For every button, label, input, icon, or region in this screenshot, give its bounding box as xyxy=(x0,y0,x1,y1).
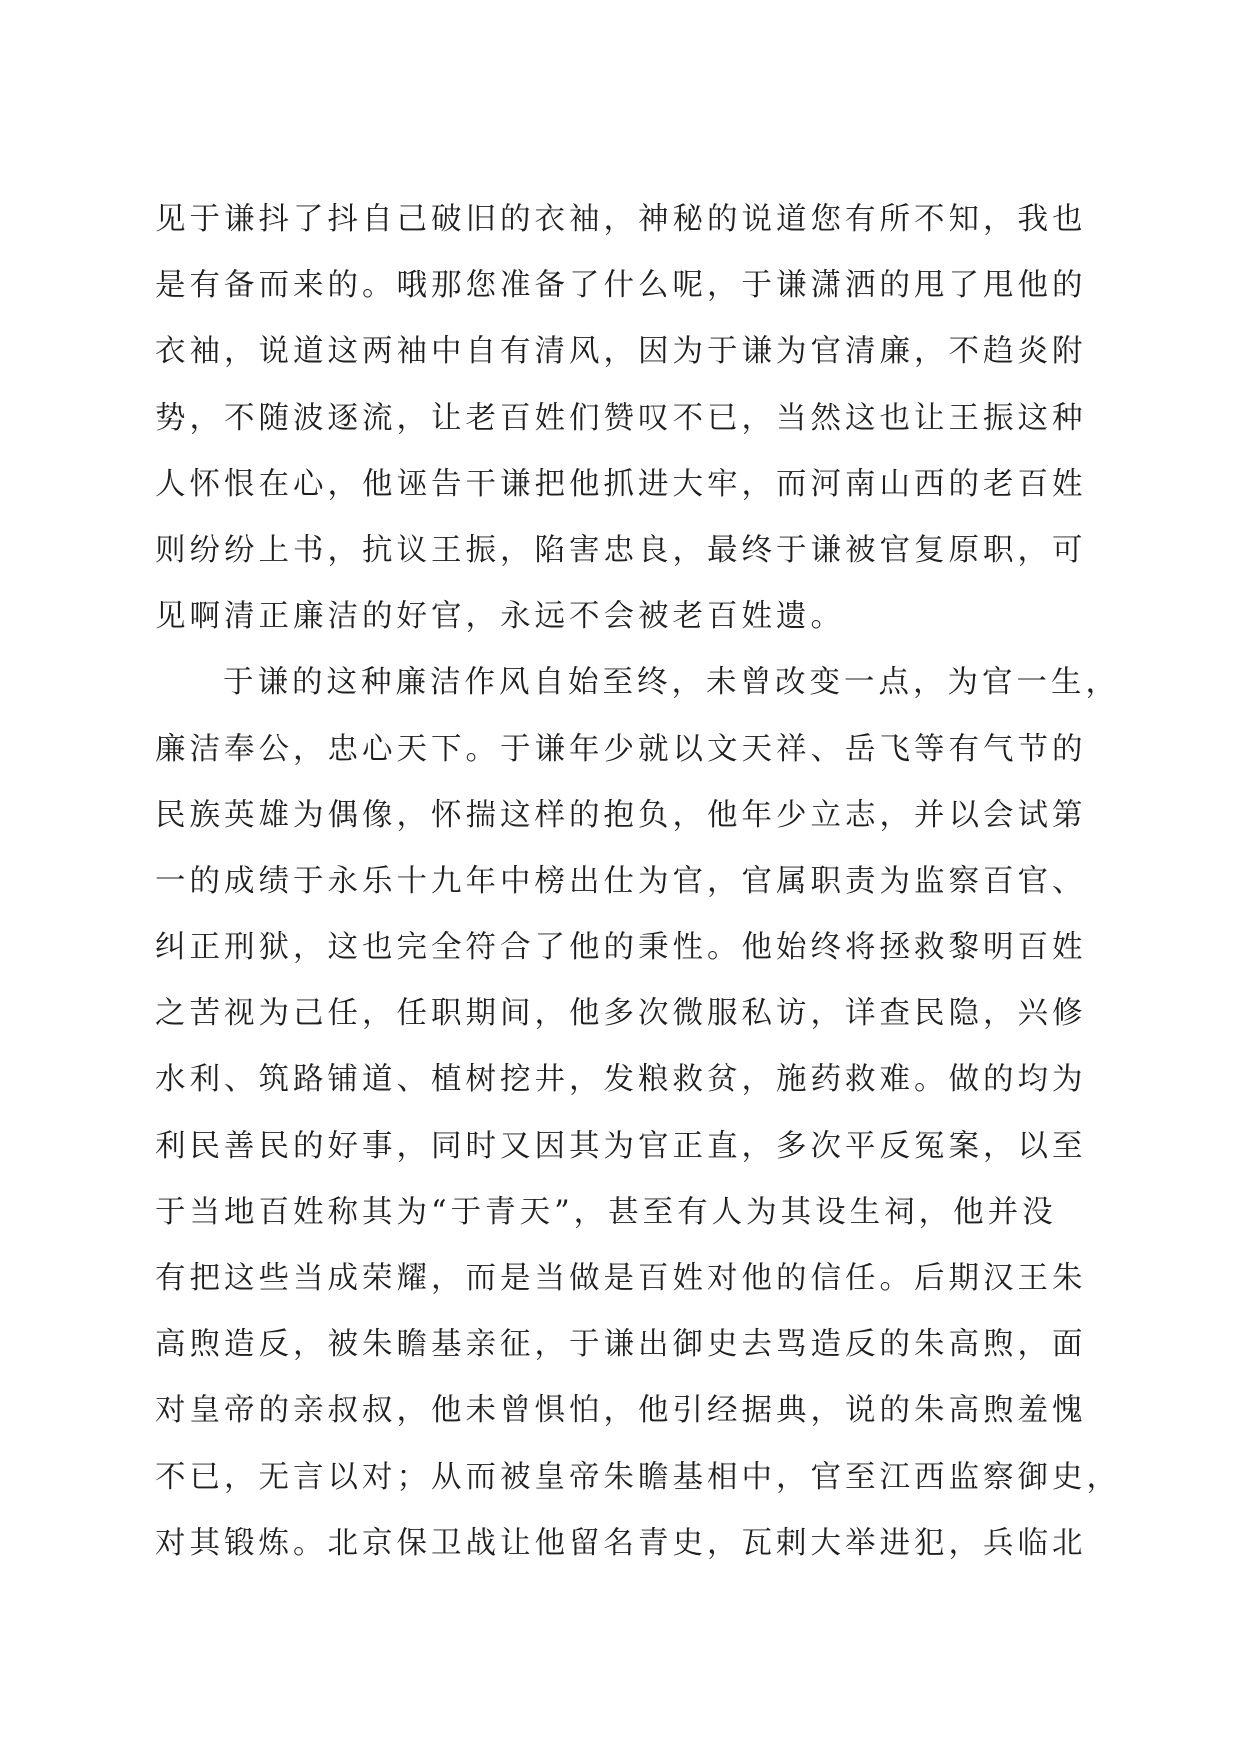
text-line: 纠正刑狱，这也完全符合了他的秉性。他始终将拯救黎明百姓 xyxy=(155,930,1087,966)
paragraph-2 xyxy=(155,650,1121,1577)
text-line: 对皇帝的亲叔叔，他未曾惧怕，他引经据典，说的朱高煦羞愧 xyxy=(155,1393,1087,1429)
text-line: 对其锻炼。北京保卫战让他留名青史，瓦剌大举进犯，兵临北 xyxy=(155,1525,1087,1561)
text-line: 见于谦抖了抖自己破旧的衣袖，神秘的说道您有所不知，我也 xyxy=(155,202,1087,237)
text-line: 是有备而来的。哦那您准备了什么呢，于谦潇洒的甩了甩他的 xyxy=(155,268,1087,304)
text-line: 水利、筑路铺道、植树挖井，发粮救贫，施药救难。做的均为 xyxy=(155,1062,1087,1098)
text-line: 利民善民的好事，同时又因其为官正直，多次平反冤案，以至 xyxy=(155,1128,1087,1164)
text-line: 衣袖，说道这两袖中自有清风，因为于谦为官清廉，不趋炎附 xyxy=(155,334,1087,370)
text-line: 于当地百姓称其为“于青天”，甚至有人为其设生祠，他并没 xyxy=(155,1194,1057,1230)
text-line: 人怀恨在心，他诬告干谦把他抓进大牢，而河南山西的老百姓 xyxy=(155,466,1087,502)
text-line: 不已，无言以对；从而被皇帝朱瞻基相中，官至江西监察御史， xyxy=(155,1459,1121,1495)
text-line: 于谦的这种廉洁作风自始至终，未曾改变一点，为官一生， xyxy=(223,665,1120,701)
text-line: 势，不随波逐流，让老百姓们赞叹不已，当然这也让王振这种 xyxy=(155,400,1087,436)
text-line: 民族英雄为偶像，怀揣这样的抱负，他年少立志，并以会试第 xyxy=(155,797,1087,833)
paragraph-1 xyxy=(155,187,1087,650)
text-line: 高煦造反，被朱瞻基亲征，于谦出御史去骂造反的朱高煦，面 xyxy=(155,1327,1087,1363)
text-line: 有把这些当成荣耀，而是当做是百姓对他的信任。后期汉王朱 xyxy=(155,1261,1087,1296)
text-line: 廉洁奉公，忠心天下。于谦年少就以文天祥、岳飞等有气节的 xyxy=(155,731,1087,767)
text-line: 之苦视为己任，任职期间，他多次微服私访，详查民隐，兴修 xyxy=(155,996,1087,1032)
text-line: 则纷纷上书，抗议王振，陷害忠良，最终于谦被官复原职，可 xyxy=(155,532,1087,568)
text-line: 见啊清正廉洁的好官，永远不会被老百姓遗。 xyxy=(155,599,845,635)
text-line: 一的成绩于永乐十九年中榜出仕为官，官属职责为监察百官、 xyxy=(155,863,1087,899)
body-text xyxy=(155,187,1121,1577)
